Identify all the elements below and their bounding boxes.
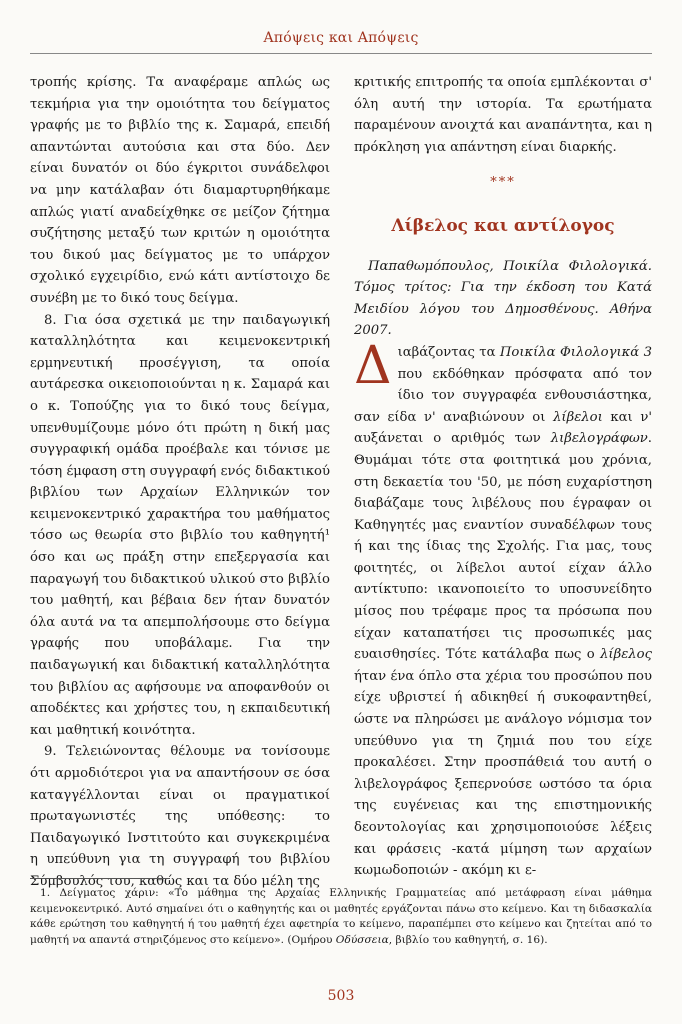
section-separator: *** xyxy=(490,175,516,191)
drop-cap: Δ xyxy=(354,335,392,396)
body-text: ιαβάζοντας τα xyxy=(397,344,500,360)
footnote-body: , βιβλίο του καθηγητή, σ. 16). xyxy=(388,933,548,946)
header-divider xyxy=(30,53,652,54)
section-title: Λίβελος και αντίλογος xyxy=(391,215,615,236)
italic-text: Ποικίλα Φιλολογικά 3 xyxy=(499,344,652,360)
left-column xyxy=(30,72,330,893)
footnote-divider xyxy=(30,878,170,879)
book-citation: Παπαθωμόπουλος, Ποικίλα Φιλολογικά. Τόμος τρίτος: Για την έκδοση του Κατά Μειδίου λόγου του Δημοσθένους. Αθήνα 2007. xyxy=(354,258,652,339)
page-number: 503 xyxy=(327,988,355,1004)
footnote-body: 1. Δείγματος χάριν: «Το μάθημα της Αρχαίας Ελληνικής Γραμματείας από μετάφραση είναι μάθημα κειμενοκεντρικό. Αυτό σημαίνει ότι ο καθηγητής και οι μαθητές εργάζονται πάνω στο κείμενο. Και τη διδασκαλία κάθε ερώτηση του καθηγητή ή του μαθητή έχει αφετηρία το κείμενο, παραπέμπει στο κείμενο και ζητείται από το μαθητή να απαντά στηριζόμενος στο κείμενο». (Ομήρου xyxy=(30,887,652,946)
paragraph: 8. Για όσα σχετικά με την παιδαγωγική καταλληλότητα και κειμενοκεντρική ερμηνευτική προσέγγιση, τα οποία αυτάρεσκα οικειοποιούνται η κ. Σαμαρά και ο κ. Τοπούζης για το δικό τους δείγμα, υπενθυμίζουμε μόνο ότι πρώτη η δική μας συγγραφική ομάδα προέβαλε και τόνισε με τόση έμφαση στη συγγραφή ενός διδακτικού βιβλίου των Αρχαίων Ελληνικών τον κειμενοκεντρικό χαρακτήρα του μαθήματος τόσο ως θεωρία στο βιβλίο του καθηγητή¹ όσο και ως πράξη στην επεξεργασία και παραγωγή του διδακτικού υλικού στο βιβλίο του μαθητή, και βέβαια δεν ήταν δυνατόν όλα αυτά να τα απεμπολήσουμε στο δείγμα γραφής που υποβάλαμε. Για την παιδαγωγική και διδακτική καταλληλότητα του βιβλίου ας αφήσουμε να αποφανθούν οι αποδέκτες και χρήστες του, η εκπαιδευτική και μαθητική κοινότητα. xyxy=(30,312,330,738)
italic-text: λιβελογράφων xyxy=(550,431,648,447)
paragraph xyxy=(354,335,652,882)
paragraph: τροπής κρίσης. Τα αναφέραμε απλώς ως τεκμήρια για την ομοιότητα του δείγματος γραφής με το βιβλίο της κ. Σαμαρά, επειδή απαντώνται αυτούσια και στα δύο. Δεν είναι δυνατόν οι δύο έγκριτοι συνάδελφοι να μην κατάλαβαν ότι διαμαρτυρηθήκαμε απλώς γιατί αναδείχθηκε σε μείζον ζήτημα συζήτησης μεταξύ των κριτών η ομοιότητα του δικού μας δείγματος με το υπάρχον σχολικό εγχειρίδιο, ενώ κάτι αντίστοιχο δε συνέβη με το δικό τους δείγμα. xyxy=(30,75,330,306)
body-text: και ν' αυξάνεται ο αριθμός των xyxy=(354,409,652,447)
footnote-italic: Οδύσσεια xyxy=(335,933,389,946)
italic-text: λίβελοι xyxy=(553,409,603,425)
right-column xyxy=(354,72,652,882)
running-header: Απόψεις και Απόψεις xyxy=(263,30,419,46)
footnote-text xyxy=(30,886,652,948)
paragraph: 9. Τελειώνοντας θέλουμε να τονίσουμε ότι αρμοδιότεροι για να απαντήσουν σε όσα καταγγέλλονται είναι οι πραγματικοί πρωταγωνιστές της υπόθεσης: το Παιδαγωγικό Ινστιτούτο και συγκεκριμένα η υπεύθυνη για τη συγγραφή του βιβλίου Σύμβουλός του, καθώς και τα δύο μέλη της xyxy=(30,744,330,889)
italic-text: λίβελος xyxy=(600,647,652,663)
footnote xyxy=(30,886,652,948)
body-text: που εκδόθηκαν πρόσφατα από τον ίδιο τον συγγραφέα ενθουσιάστηκα, σαν είδα ν' αναβιώνουν οι xyxy=(354,366,652,425)
paragraph: κριτικής επιτροπής τα οποία εμπλέκονται σ' όλη αυτή την ιστορία. Τα ερωτήματα παραμένουν ανοιχτά και αναπάντητα, και η πρόκληση για απάντηση είναι διαρκής. xyxy=(354,75,653,155)
body-text: . Θυμάμαι τότε στα φοιτητικά μου χρόνια, στη δεκαετία του '50, με πόση ευχαρίστηση διαβάζαμε τους λιβέλους που έγραφαν οι Καθηγητές μας εναντίον συναδέλφων τους ή και της ίδιας της Σχολής. Για μας, τους φοιτητές, οι λίβελοι αυτοί είχαν άλλο αντίκτυπο: ικανοποιείτο το υποσυνείδητο μίσος που τρέφαμε προς τα πρόσωπα που είχαν καταπατήσει τις προσωπικές μας ευαισθησίες. Τότε κατάλαβα πως ο xyxy=(354,431,652,663)
body-text: ήταν ένα όπλο στα χέρια του προσώπου που είχε υβριστεί ή αδικηθεί ή συκοφαντηθεί, ώστε να πληρώσει με ανάλογο νόμισμα τον υπεύθυνο για τη ζημιά που του είχε προκαλέσει. Στην προσπάθειά του αυτή ο λιβελογράφος ξεπερνούσε ωστόσο τα όρια της ευγένειας και της επιστημονικής δεοντολογίας και χρησιμοποιούσε λέξεις και φράσεις -κατά μίμηση των αρχαίων κωμωδοποιών - ακόμη κι ε- xyxy=(354,668,652,879)
